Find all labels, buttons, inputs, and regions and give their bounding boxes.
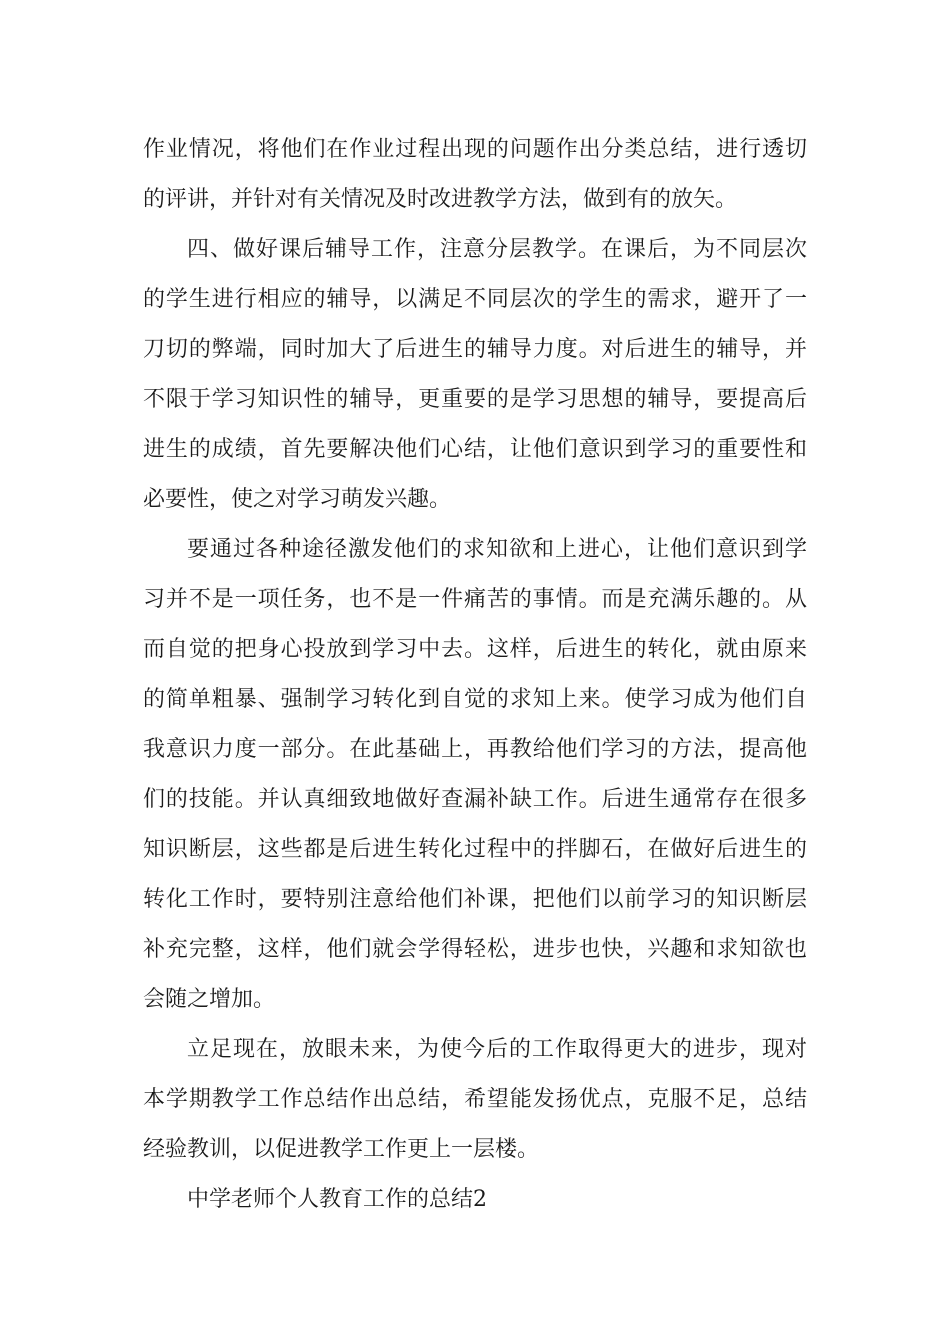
paragraph: [143, 125, 807, 225]
text-line: 本学期教学工作总结作出总结，希望能发扬优点，克服不足，总结: [143, 1087, 807, 1112]
text-line: 中学老师个人教育工作的总结2: [187, 1187, 487, 1212]
text-line: 经验教训，以促进教学工作更上一层楼。: [143, 1137, 540, 1162]
paragraph: [143, 225, 807, 525]
paragraph: [143, 1175, 807, 1225]
text-line: 转化工作时，要特别注意给他们补课，把他们以前学习的知识断层: [143, 887, 807, 912]
text-line: 四、做好课后辅导工作，注意分层教学。在课后，为不同层次: [187, 237, 807, 262]
text-line: 知识断层，这些都是后进生转化过程中的拌脚石，在做好后进生的: [143, 837, 807, 862]
text-line: 刀切的弊端，同时加大了后进生的辅导力度。对后进生的辅导，并: [143, 337, 807, 362]
text-line: 不限于学习知识性的辅导，更重要的是学习思想的辅导，要提高后: [143, 387, 807, 412]
text-line: 会随之增加。: [143, 987, 276, 1012]
text-line: 必要性，使之对学习萌发兴趣。: [143, 487, 452, 512]
text-line: 而自觉的把身心投放到学习中去。这样，后进生的转化，就由原来: [143, 637, 807, 662]
text-line: 我意识力度一部分。在此基础上，再教给他们学习的方法，提高他: [143, 737, 807, 762]
text-line: 们的技能。并认真细致地做好查漏补缺工作。后进生通常存在很多: [143, 787, 807, 812]
text-line: 的简单粗暴、强制学习转化到自觉的求知上来。使学习成为他们自: [143, 687, 807, 712]
text-line: 补充完整，这样，他们就会学得轻松，进步也快，兴趣和求知欲也: [143, 937, 807, 962]
text-line: 立足现在，放眼未来，为使今后的工作取得更大的进步，现对: [187, 1037, 807, 1062]
paragraph: [143, 525, 807, 1025]
text-line: 习并不是一项任务，也不是一件痛苦的事情。而是充满乐趣的。从: [143, 587, 807, 612]
text-line: 进生的成绩，首先要解决他们心结，让他们意识到学习的重要性和: [143, 437, 807, 462]
paragraph: [143, 1025, 807, 1175]
document-body: [143, 125, 807, 1225]
text-line: 的学生进行相应的辅导，以满足不同层次的学生的需求，避开了一: [143, 287, 807, 312]
text-line: 要通过各种途径激发他们的求知欲和上进心，让他们意识到学: [187, 537, 807, 562]
text-line: 的评讲，并针对有关情况及时改进教学方法，做到有的放矢。: [143, 187, 738, 212]
text-line: 作业情况，将他们在作业过程出现的问题作出分类总结，进行透切: [143, 137, 807, 162]
